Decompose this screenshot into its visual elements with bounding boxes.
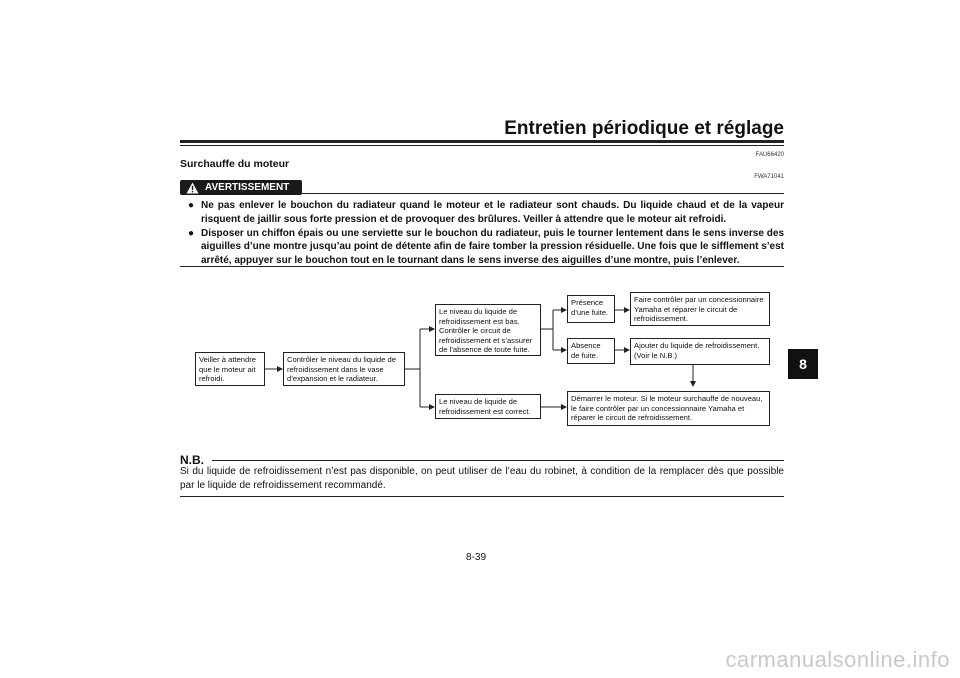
chapter-tab: 8 [788, 349, 818, 379]
flow-box-level-low: Le niveau du liquide de refroidissement est bas. Contrôler le circuit de refroidissement et s’assurer de l’absence de toute fuite. [435, 304, 541, 356]
note-title: N.B. [180, 453, 204, 467]
flow-box-restart-engine: Démarrer le moteur. Si le moteur surchauffe de nouveau, le faire contrôler par un concessionnaire Yamaha et réparer le circuit de refroidissement. [567, 391, 770, 426]
section-title: Surchauffe du moteur [180, 158, 290, 170]
note-end-rule [180, 496, 784, 497]
flow-box-wait: Veiller à attendre que le moteur ait refroidi. [195, 352, 265, 386]
warning-label: AVERTISSEMENT [205, 182, 290, 193]
warning-ref-code: FWA71041 [754, 174, 784, 180]
flow-box-no-leak: Absence de fuite. [567, 338, 615, 364]
section-ref-code: FAU66420 [755, 152, 784, 158]
warning-item-text: Ne pas enlever le bouchon du radiateur quand le moteur et le radiateur sont chauds. Du liquide chaud et de la vapeur risquent de jaillir sous forte pression et de provoquer des brûlures. Veiller à attendre que le moteur ait refroidi. [201, 200, 784, 225]
watermark: carmanualsonline.info [725, 647, 950, 672]
bullet-icon: ● [188, 227, 195, 239]
flow-box-level-correct: Le niveau de liquide de refroidissement est correct. [435, 394, 541, 419]
page-number: 8-39 [466, 552, 487, 563]
page-header-title: Entretien périodique et réglage [504, 118, 784, 139]
note-rule [212, 460, 784, 461]
flow-box-dealer-repair: Faire contrôler par un concessionnaire Yamaha et réparer le circuit de refroidissement. [630, 292, 770, 326]
note-text: Si du liquide de refroidissement n’est pas disponible, on peut utiliser de l’eau du robinet, à condition de la remplacer dès que possible par le liquide de refroidissement recommandé. [180, 466, 784, 491]
warning-item-text: Disposer un chiffon épais ou une serviette sur le bouchon du radiateur, puis le tourner lentement dans le sens inverse des aiguilles d’une montre jusqu’au point de détente afin de faire tomber la pression résiduelle. Une fois que le sifflement s’est arrêté, appuyer sur le bouchon tout en le tournant dans le sens inverse des aiguilles d’une montre, puis l’enlever. [201, 227, 784, 267]
flow-box-check-level: Contrôler le niveau du liquide de refroidissement dans le vase d’expansion et le radiateur. [283, 352, 405, 386]
flow-box-leak: Présence d’une fuite. [567, 295, 615, 323]
flow-box-add-coolant: Ajouter du liquide de refroidissement. (Voir le N.B.) [630, 338, 770, 365]
bullet-icon: ● [188, 200, 195, 211]
